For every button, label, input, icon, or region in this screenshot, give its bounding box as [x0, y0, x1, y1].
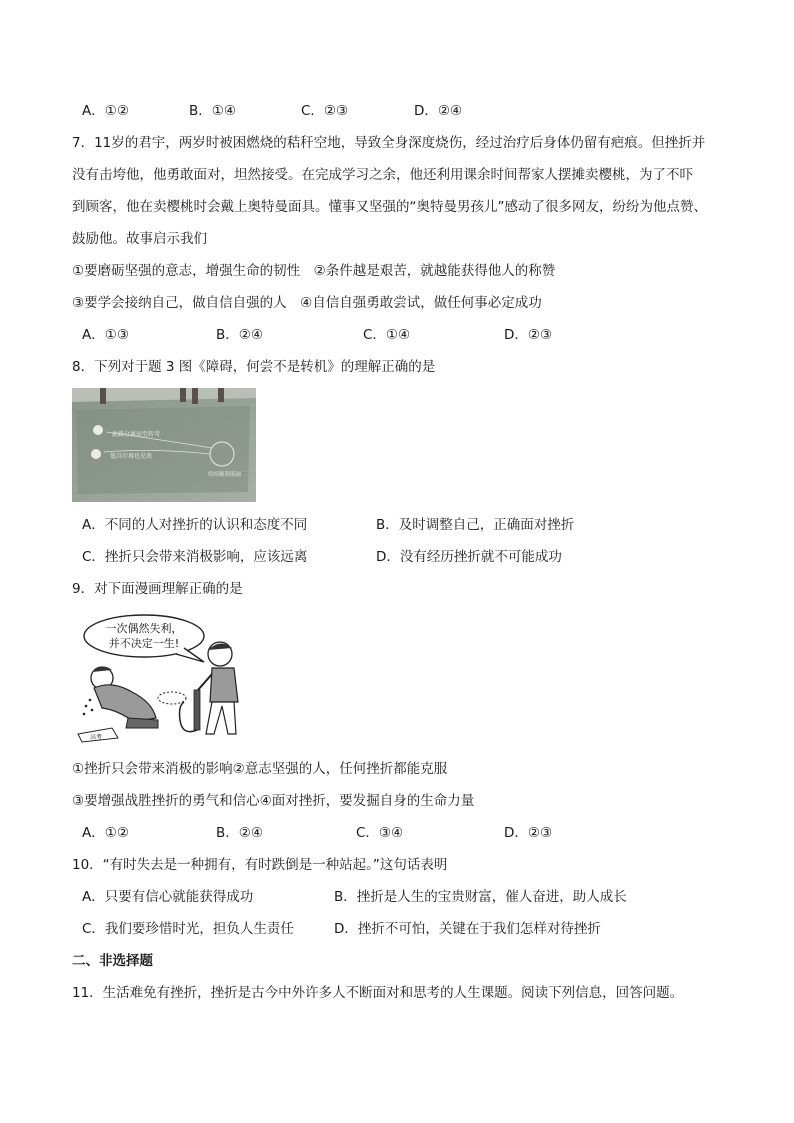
q7-stem-line-4: 鼓励他。故事启示我们: [72, 231, 207, 247]
q8-option-a: A．不同的人对挫折的认识和态度不同: [82, 517, 308, 533]
q8-stem: 8．下列对于题 3 图《障碍，何尝不是转机》的理解正确的是: [72, 359, 436, 375]
q9-option-d: D．②③: [504, 825, 553, 841]
q10-option-d: D．挫折不可怕，关键在于我们怎样对待挫折: [334, 921, 601, 937]
cartoon-bubble-line-2: 并不决定一生!: [108, 637, 180, 650]
q8-option-c: C．挫折只会带来消极影响，应该远离: [82, 549, 308, 565]
q7-option-b: B．②④: [216, 327, 263, 343]
q10-option-c: C．我们要珍惜时光，担负人生责任: [82, 921, 294, 937]
section-title-non-choice: 二、非选择题: [72, 953, 153, 969]
q7-stem-line-1: 7．11岁的君宇，两岁时被困燃烧的秸秆空地，导致全身深度烧伤，经过治疗后身体仍留有疤痕。但挫折并: [72, 135, 706, 151]
q7-stem-line-3: 到顾客，他在卖樱桃时会戴上奥特曼面具。懂事又坚强的“奥特曼男孩儿”感动了很多网友，纷纷为他点赞、: [72, 199, 707, 215]
q7-option-a: A．①③: [82, 327, 129, 343]
cartoon-bubble-line-1: 一次偶然失利，: [105, 622, 183, 635]
billiard-table-image: [72, 388, 256, 502]
q10-stem: 10．“有时失去是一种拥有，有时跌倒是一种站起。”这句话表明: [72, 857, 448, 873]
q7-statement-1: ①要磨砺坚强的意志，增强生命的韧性 ②条件越是艰苦，就越能获得他人的称赞: [72, 263, 556, 279]
crying-student-figure: [83, 666, 158, 728]
q8-option-d: D．没有经历挫折就不可能成功: [376, 549, 562, 565]
q8-billiard-figure: [72, 388, 256, 502]
pumping-figure: [158, 642, 238, 734]
q7-statement-2: ③要学会接纳自己，做自信自强的人 ④自信自强勇敢尝试，做任何事必定成功: [72, 295, 542, 311]
q9-option-a: A．①②: [82, 825, 129, 841]
q9-option-c: C．③④: [356, 825, 404, 841]
q10-option-a: A．只要有信心就能获得成功: [82, 889, 254, 905]
q7-option-d: D．②③: [504, 327, 553, 343]
figure-label-2: 低谷后再也见效: [110, 453, 153, 460]
q8-option-b: B．及时调整自己，正确面对挫折: [376, 517, 575, 533]
q9-statement-1: ①挫折只会带来消极的影响②意志坚强的人，任何挫折都能克服: [72, 761, 448, 777]
q7-stem-line-2: 没有击垮他，他勇敢面对，坦然接受。在完成学习之余，他还利用课余时间帮家人摆摊卖樱桃，为了不吓: [72, 167, 693, 183]
q11-stem: 11．生活难免有挫折，挫折是古今中外许多人不断面对和思考的人生课题。阅读下列信息，回答问题。: [72, 985, 684, 1001]
q6-option-c: C．②③: [301, 103, 349, 119]
q10-option-b: B．挫折是人生的宝贵财富，催人奋进，助人成长: [334, 889, 627, 905]
cartoon-image: [72, 610, 272, 744]
q6-option-a: A．①②: [82, 103, 129, 119]
q6-option-d: D．②④: [414, 103, 463, 119]
q9-cartoon: [72, 610, 272, 744]
q9-statement-2: ③要增强战胜挫折的勇气和信心④面对挫折，要发掘自身的生命力量: [72, 793, 475, 809]
q6-option-b: B．①④: [189, 103, 236, 119]
cartoon-paper-label: 高考: [90, 734, 103, 741]
figure-label-3: 终结顺利落洞: [208, 472, 242, 478]
q9-option-b: B．②④: [216, 825, 263, 841]
q7-option-c: C．①④: [363, 327, 411, 343]
q9-stem: 9．对下面漫画理解正确的是: [72, 581, 243, 597]
figure-label-1: 此路分离而至转弯: [112, 431, 161, 438]
